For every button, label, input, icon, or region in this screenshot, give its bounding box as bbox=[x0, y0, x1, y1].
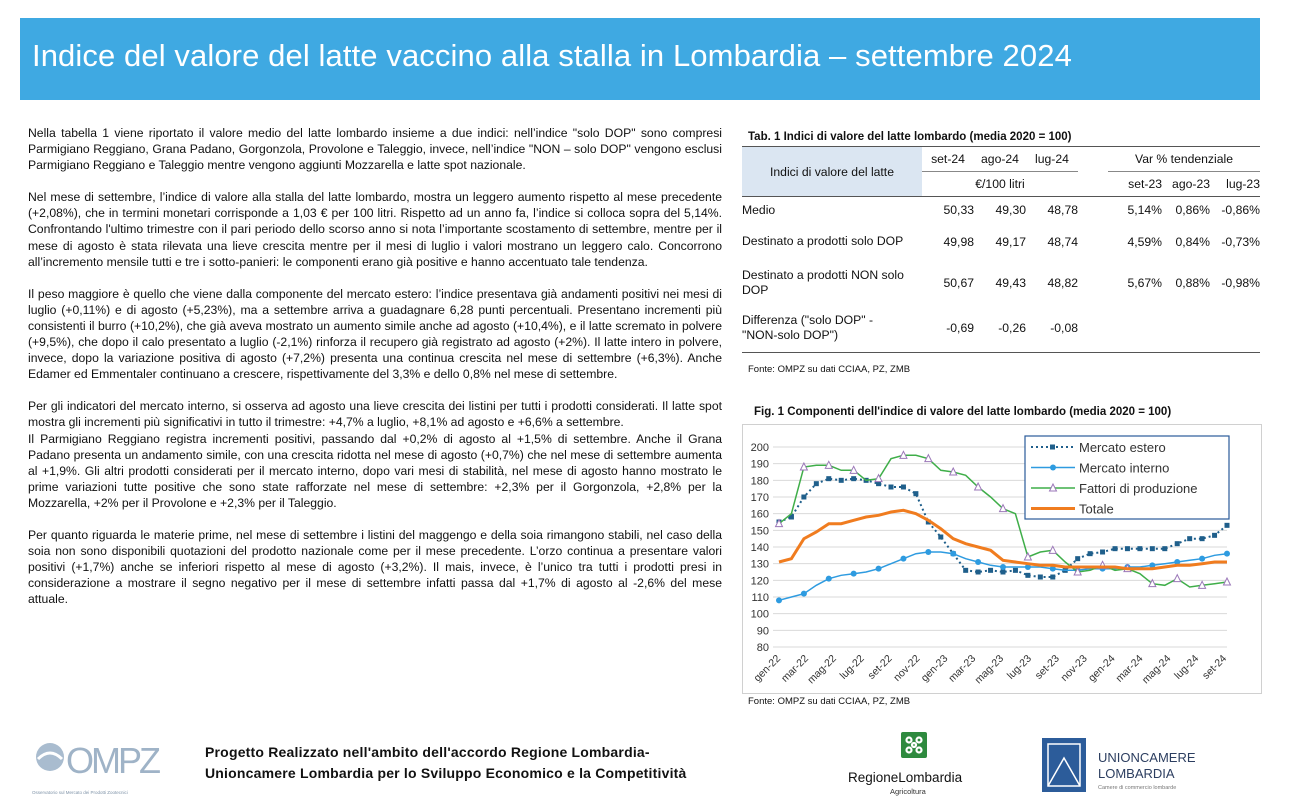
unioncamere-logo bbox=[1042, 738, 1242, 794]
cell: 49,98 bbox=[943, 234, 974, 249]
data-point-mercato-estero bbox=[1025, 573, 1030, 578]
data-point-mercato-interno bbox=[826, 576, 832, 582]
y-tick-label: 110 bbox=[751, 592, 769, 604]
data-point-mercato-interno bbox=[776, 597, 782, 603]
data-point-mercato-estero bbox=[1013, 568, 1018, 573]
ompz-logo bbox=[30, 737, 160, 797]
paragraph: Per quanto riguarda le materie prime, nel mese di settembre i listini del maggengo e della soia rimangono stabili, nel caso della soia non sono disponibili quotazioni del prodotto nazionale come per il mese precedente. L’orzo continua a presentare valori positivi (+1,7%) anche se inferiori rispetto al mese di agosto (+3,2%). Il mais, invece, è l’unico tra tutti i prodotti presi in considerazione a mostrare il segno negativo per il mese di settembre infatti passa dal +1,7% di agosto al -2,6% del mese attuale. bbox=[28, 527, 722, 607]
y-tick-label: 130 bbox=[750, 558, 769, 571]
uc-name-1: UNIONCAMERE bbox=[1098, 750, 1196, 765]
x-tick-label: lug-24 bbox=[1172, 652, 1202, 682]
rl-name: RegioneLombardia bbox=[848, 770, 963, 785]
cell: -0,26 bbox=[998, 321, 1026, 336]
paragraph: Nella tabella 1 viene riportato il valore medio del latte lombardo insieme a due indici: nell’indice "solo DOP" sono compresi Parmigiano Reggiano, Grana Padano, Gorgonzola, Provolone e Taleggio, invece, nell’indice "NON – solo DOP" vengono esclusi Parmigiano Reggiano e Taleggio mentre vengono aggiunti Mozzarella e latte spot nazionale. bbox=[28, 126, 722, 173]
cell: -0,73% bbox=[1221, 234, 1260, 249]
uc-name-2: LOMBARDIA bbox=[1098, 766, 1175, 781]
data-point-mercato-interno bbox=[925, 549, 931, 555]
ompz-logo-mark bbox=[30, 737, 160, 797]
body-text bbox=[28, 125, 722, 623]
title-banner bbox=[20, 18, 1260, 100]
data-point-mercato-estero bbox=[988, 568, 993, 573]
line-chart bbox=[743, 425, 1261, 693]
cell: 50,67 bbox=[943, 275, 974, 290]
y-tick-label: 160 bbox=[750, 508, 769, 521]
cell: 50,33 bbox=[943, 202, 974, 217]
x-tick-label: nov-22 bbox=[891, 652, 923, 684]
x-tick-label: mag-24 bbox=[1139, 652, 1174, 687]
cell bbox=[1108, 305, 1162, 353]
data-point-mercato-estero bbox=[938, 535, 943, 540]
y-tick-label: 140 bbox=[750, 542, 769, 554]
data-point-mercato-estero bbox=[976, 570, 981, 575]
footer-line: Progetto Realizzato nell'ambito dell'accordo Regione Lombardia- bbox=[205, 744, 650, 760]
data-point-mercato-estero bbox=[1100, 550, 1105, 555]
table-row bbox=[742, 197, 1260, 223]
cell: 48,78 bbox=[1047, 202, 1078, 217]
row-label: Destinato a prodotti solo DOP bbox=[742, 234, 904, 248]
cell: 49,17 bbox=[995, 234, 1026, 249]
data-point-mercato-estero bbox=[839, 478, 844, 483]
data-point-mercato-estero bbox=[1038, 575, 1043, 580]
y-tick-label: 80 bbox=[756, 642, 769, 654]
data-point-mercato-interno bbox=[876, 566, 882, 572]
cell: 5,14% bbox=[1127, 202, 1162, 217]
x-tick-label: mar-24 bbox=[1113, 652, 1146, 685]
x-tick-label: lug-23 bbox=[1004, 652, 1034, 682]
paragraph: Il peso maggiore è quello che viene dalla componente del mercato estero: l’indice presentava già andamenti positivi nei mesi di luglio (+0,11%) e di agosto (+5,23%), ma a settembre arriva a guadagnare 6,28 punti percentuali. Presentano incrementi più consistenti il burro (+10,2%), che già aveva mostrato un aumento simile anche ad agosto (+10,4%), e il latte scremato in polvere (+9,5%), che dopo il calo presentato a luglio (-2,1%) rinforza il recupero già registrato ad agosto (+2%). Il latte intero in polvere, invece, dopo la variazione positiva di agosto (+7,2%) presenta una continua crescita nel mese di settembre (+6,3%). Anche Edamer ed Emmentaler continuano a crescere, rispettivamente del 3,3% e dello 0,8% nel mese di settembre. bbox=[28, 286, 722, 382]
data-point-mercato-estero bbox=[1200, 536, 1205, 541]
paragraph: Per gli indicatori del mercato interno, si osserva ad agosto una lieve crescita dei listini per tutti i prodotti considerati. Il latte spot mostra gli incrementi più significativi in tutto il trimestre: +4,7% a luglio, +8,1% ad agosto e +6,6% a settembre. bbox=[28, 399, 722, 430]
col-header: lug-24 bbox=[1035, 152, 1069, 166]
data-point-mercato-interno bbox=[975, 559, 981, 565]
data-point-mercato-estero bbox=[1212, 533, 1217, 538]
col-header: set-24 bbox=[931, 152, 965, 166]
data-point-mercato-estero bbox=[1125, 546, 1130, 551]
var-col-header: ago-23 bbox=[1162, 172, 1210, 197]
table-row bbox=[742, 305, 1260, 353]
data-point-mercato-interno bbox=[851, 571, 857, 577]
legend-label: Fattori di produzione bbox=[1079, 481, 1198, 496]
data-point-mercato-estero bbox=[801, 495, 806, 500]
regione-lombardia-logo bbox=[848, 730, 978, 796]
data-point-mercato-estero bbox=[1050, 575, 1055, 580]
cell: 49,43 bbox=[995, 275, 1026, 290]
data-point-mercato-estero bbox=[851, 476, 856, 481]
ompz-logo-text: OMPZ bbox=[66, 740, 158, 781]
rose-camuna-icon bbox=[901, 732, 927, 758]
x-tick-label: set-24 bbox=[1199, 652, 1230, 682]
y-tick-label: 150 bbox=[750, 525, 769, 538]
cell: 4,59% bbox=[1127, 234, 1162, 249]
data-point-mercato-estero bbox=[814, 481, 819, 486]
data-point-mercato-estero bbox=[1175, 541, 1180, 546]
data-point-fattori-di-produzione bbox=[1174, 575, 1181, 582]
x-tick-label: mag-23 bbox=[972, 652, 1007, 687]
cell bbox=[1210, 305, 1260, 353]
table-row bbox=[742, 223, 1260, 261]
y-tick-label: 200 bbox=[750, 442, 769, 454]
data-point-mercato-estero bbox=[1187, 536, 1192, 541]
table-source: Fonte: OMPZ su dati CCIAA, PZ, ZMB bbox=[748, 364, 911, 375]
data-point-mercato-estero bbox=[826, 476, 831, 481]
data-point-mercato-estero bbox=[1162, 546, 1167, 551]
data-point-mercato-estero bbox=[1137, 546, 1142, 551]
data-point-mercato-interno bbox=[1199, 556, 1205, 562]
data-point-mercato-estero bbox=[1075, 556, 1080, 561]
y-tick-label: 90 bbox=[756, 625, 769, 638]
ompz-logo-sub: Osservatorio sul Mercato dei Prodotti Zootecnici bbox=[32, 790, 128, 795]
y-tick-label: 180 bbox=[750, 475, 769, 488]
data-point-mercato-estero bbox=[1150, 546, 1155, 551]
page-title: Indice del valore del latte vaccino alla stalla in Lombardia – settembre 2024 bbox=[32, 38, 1072, 73]
x-tick-label: set-23 bbox=[1032, 652, 1062, 682]
y-tick-label: 100 bbox=[750, 608, 769, 621]
cell: -0,08 bbox=[1050, 321, 1078, 336]
data-point-mercato-interno bbox=[1000, 564, 1006, 570]
data-point-mercato-estero bbox=[889, 485, 894, 490]
header-label: Indici di valore del latte bbox=[742, 147, 922, 197]
data-point-mercato-estero bbox=[963, 568, 968, 573]
data-point-mercato-estero bbox=[1225, 523, 1230, 528]
legend-label: Totale bbox=[1079, 501, 1114, 517]
data-point-mercato-estero bbox=[1001, 570, 1006, 575]
chart-frame bbox=[742, 424, 1262, 694]
paragraph: Nel mese di settembre, l’indice di valore alla stalla del latte lombardo, mostra un leggero aumento rispetto al mese precedente (+2,08%), che in termini monetari corrisponde a 1,03 € per 100 litri. Rispetto ad un anno fa, l’indice si colloca sopra del 5,14%. Confrontando l'ultimo trimestre con il pari periodo dello scorso anno si nota l’importante scostamento di settembre, mentre per il mese di agosto è stata rilevata una lieve crescita mentre per il mesi di luglio i valori mostrano un leggero calo. Concorrono all’incremento mensile tutti e tre i sotto-panieri: le componenti erano già positive e hanno accentuato tale tendenza. bbox=[28, 190, 722, 269]
x-tick-label: mar-22 bbox=[778, 652, 811, 685]
cell: 49,30 bbox=[995, 202, 1026, 217]
table-row bbox=[742, 261, 1260, 305]
cell: 5,67% bbox=[1127, 275, 1162, 290]
footer-line: Unioncamere Lombardia per lo Sviluppo Economico e la Competitività bbox=[205, 765, 687, 781]
row-label: Differenza ("solo DOP" - "NON-solo DOP") bbox=[742, 313, 874, 343]
x-tick-label: nov-23 bbox=[1058, 652, 1090, 684]
x-tick-label: gen-24 bbox=[1086, 652, 1118, 685]
var-header: Var % tendenziale bbox=[1134, 152, 1233, 166]
var-col-header: lug-23 bbox=[1210, 172, 1260, 197]
cell: -0,98% bbox=[1221, 275, 1260, 290]
cell: 48,82 bbox=[1047, 275, 1078, 290]
cell: -0,86% bbox=[1221, 202, 1260, 217]
data-point-fattori-di-produzione bbox=[1224, 578, 1231, 585]
y-tick-label: 170 bbox=[750, 492, 769, 504]
uc-sub: Camere di commercio lombarde bbox=[1098, 785, 1177, 791]
cell: 0,86% bbox=[1175, 202, 1210, 217]
row-label: Destinato a prodotti NON solo DOP bbox=[742, 267, 904, 297]
var-col-header: set-23 bbox=[1108, 172, 1162, 197]
unit-header: €/100 litri bbox=[922, 172, 1078, 197]
data-point-mercato-interno bbox=[950, 551, 956, 557]
legend-marker-mercato-estero bbox=[1050, 445, 1055, 450]
rl-sub: Agricoltura bbox=[890, 787, 926, 796]
cell: 0,84% bbox=[1175, 234, 1210, 249]
x-tick-label: gen-22 bbox=[751, 652, 784, 685]
legend-label: Mercato interno bbox=[1079, 460, 1170, 476]
paragraph: Il Parmigiano Reggiano registra incrementi positivi, passando dal +0,2% di agosto al +1,5% di settembre. Anche il Grana Padano presenta un andamento simile, con una crescita ridotta nel mese di agosto (+0,7%) che nel mese di settembre aumenta al +1,9%. Gli altri prodotti considerati per il mercato interno, dopo vari mesi di stabilità, nel mese di agosto hanno mostrato le prime variazioni tutte positive che sono state rafforzate nel mese di settembre: +2,3% per il Gorgonzola, +2,8% per la Mozzarella, +2% per il Provolone e +2,3% per il Taleggio. bbox=[28, 431, 722, 510]
row-label: Medio bbox=[742, 202, 776, 217]
cell: -0,69 bbox=[946, 321, 974, 336]
cell bbox=[1162, 305, 1210, 353]
x-tick-label: set-22 bbox=[865, 652, 895, 682]
data-point-mercato-interno bbox=[900, 556, 906, 562]
y-tick-label: 120 bbox=[750, 575, 769, 588]
figure-source: Fonte: OMPZ su dati CCIAA, PZ, ZMB bbox=[748, 696, 911, 707]
figure-title: Fig. 1 Componenti dell'indice di valore del latte lombardo (media 2020 = 100) bbox=[754, 406, 1172, 418]
data-point-mercato-estero bbox=[901, 485, 906, 490]
legend-marker-mercato-interno bbox=[1050, 465, 1056, 471]
data-point-mercato-estero bbox=[1088, 551, 1093, 556]
cell: 48,74 bbox=[1047, 234, 1078, 249]
col-header: ago-24 bbox=[981, 152, 1019, 166]
x-tick-label: mar-23 bbox=[946, 652, 979, 685]
table-title: Tab. 1 Indici di valore del latte lombardo (media 2020 = 100) bbox=[748, 131, 1072, 143]
index-table bbox=[742, 146, 1260, 353]
x-tick-label: lug-22 bbox=[837, 652, 867, 682]
data-point-mercato-estero bbox=[1113, 546, 1118, 551]
legend-label: Mercato estero bbox=[1079, 440, 1166, 455]
x-tick-label: gen-23 bbox=[918, 652, 951, 685]
x-tick-label: mag-22 bbox=[805, 652, 839, 687]
footer-project-text bbox=[205, 742, 687, 784]
data-point-mercato-interno bbox=[801, 591, 807, 597]
y-tick-label: 190 bbox=[750, 458, 769, 471]
data-point-mercato-estero bbox=[913, 491, 918, 496]
cell: 0,88% bbox=[1175, 275, 1210, 290]
data-point-mercato-interno bbox=[1224, 551, 1230, 557]
